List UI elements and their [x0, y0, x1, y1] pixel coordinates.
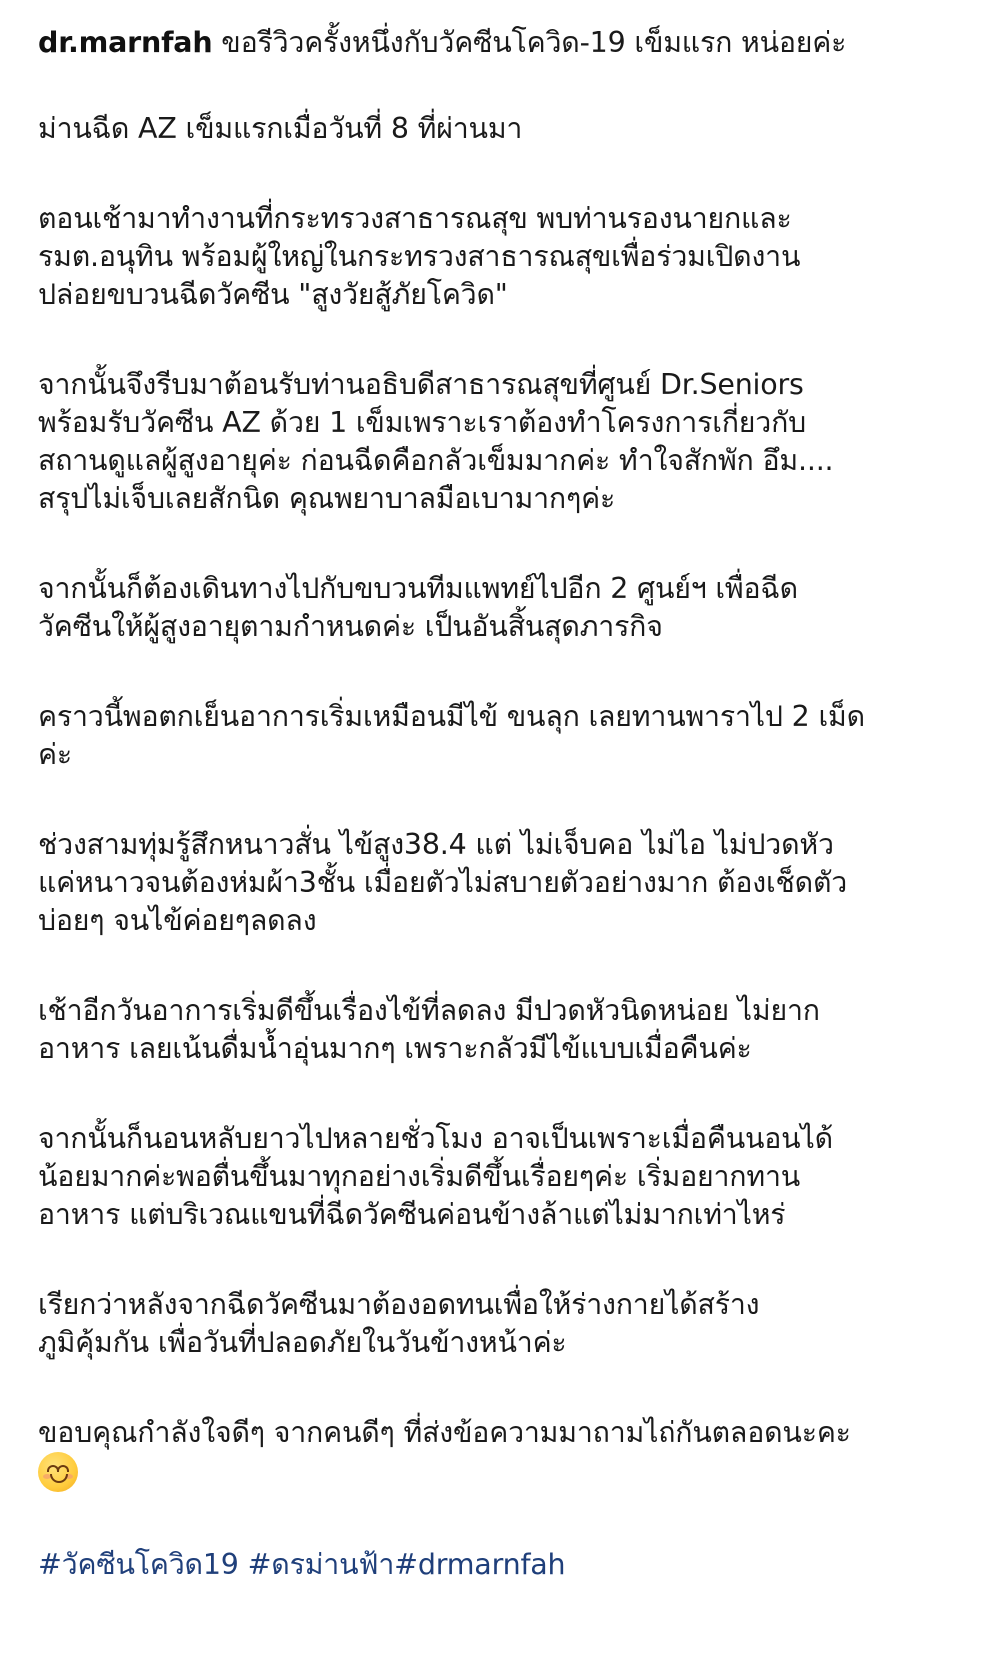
caption-paragraph: จากนั้นจึงรีบมาต้อนรับท่านอธิบดีสาธารณสุขที่ศูนย์ Dr.Seniors พร้อมรับวัคซีน AZ ด้วย 1 เข็มเพราะเราต้องทำโครงการเกี่ยวกับ สถานดูแลผู้สูงอายุค่ะ ก่อนฉีดคือกลัวเข็มมากค่ะ ทำใจสักพัก อึม.... สรุปไม่เจ็บเลยสักนิด คุณพยาบาลมือเบามากๆค่ะ: [38, 368, 834, 515]
caption-first-line: ขอรีวิวครั้งหนึ่งกับวัคซีนโควิด-19 เข็มแรก หน่อยค่ะ: [212, 26, 847, 59]
hashtag-link[interactable]: #drmarnfah: [394, 1548, 566, 1581]
caption-paragraph: ม่านฉีด AZ เข็มแรกเมื่อวันที่ 8 ที่ผ่านมา: [38, 112, 523, 145]
hashtag-list: [38, 1546, 958, 1584]
caption-paragraph: เช้าอีกวันอาการเริ่มดีขึ้นเรื่องไข้ที่ลดลง มีปวดหัวนิดหน่อย ไม่ยาก อาหาร เลยเน้นดื่มน้ำอุ่นมากๆ เพราะกลัวมีไข้แบบเมื่อคืนค่ะ: [38, 994, 820, 1065]
post-caption: [38, 24, 958, 1584]
username-link[interactable]: dr.marnfah: [38, 26, 213, 59]
smiling-face-emoji-icon: [38, 1452, 78, 1492]
caption-paragraph: เรียกว่าหลังจากฉีดวัคซีนมาต้องอดทนเพื่อให้ร่างกายได้สร้าง ภูมิคุ้มกัน เพื่อวันที่ปลอดภัยในวันข้างหน้าค่ะ: [38, 1288, 760, 1359]
caption-first-paragraph: [38, 24, 958, 62]
caption-closing-paragraph: [38, 1414, 958, 1494]
hashtag-link[interactable]: #ดรม่านฟ้า: [238, 1548, 395, 1581]
caption-paragraph: ตอนเช้ามาทำงานที่กระทรวงสาธารณสุข พบท่านรองนายกและ รมต.อนุทิน พร้อมผู้ใหญ่ในกระทรวงสาธารณสุขเพื่อร่วมเปิดงาน ปล่อยขบวนฉีดวัคซีน "สูงวัยสู้ภัยโควิด": [38, 202, 801, 311]
caption-paragraph: คราวนี้พอตกเย็นอาการเริ่มเหมือนมีไข้ ขนลุก เลยทานพาราไป 2 เม็ด ค่ะ: [38, 700, 865, 771]
caption-paragraph: ช่วงสามทุ่มรู้สึกหนาวสั่น ไข้สูง38.4 แต่ ไม่เจ็บคอ ไม่ไอ ไม่ปวดหัว แค่หนาวจนต้องห่มผ้า3ชั้น เมื่อยตัวไม่สบายตัวอย่างมาก ต้องเช็ดตัว บ่อยๆ จนไข้ค่อยๆลดลง: [38, 828, 848, 937]
closing-text: ขอบคุณกำลังใจดีๆ จากคนดีๆ ที่ส่งข้อความมาถามไถ่กันตลอดนะคะ: [38, 1416, 851, 1449]
caption-paragraph: จากนั้นก็นอนหลับยาวไปหลายชั่วโมง อาจเป็นเพราะเมื่อคืนนอนได้ น้อยมากค่ะพอตื่นขึ้นมาทุกอย่างเริ่มดีขึ้นเรื่อยๆค่ะ เริ่มอยากทาน อาหาร แต่บริเวณแขนที่ฉีดวัคซีนค่อนข้างล้าแต่ไม่มากเท่าไหร่: [38, 1122, 833, 1231]
hashtag-link[interactable]: #วัคซีนโควิด19: [38, 1548, 239, 1581]
caption-paragraph: จากนั้นก็ต้องเดินทางไปกับขบวนทีมแพทย์ไปอีก 2 ศูนย์ฯ เพื่อฉีด วัคซีนให้ผู้สูงอายุตามกำหนดค่ะ เป็นอันสิ้นสุดภารกิจ: [38, 572, 798, 643]
